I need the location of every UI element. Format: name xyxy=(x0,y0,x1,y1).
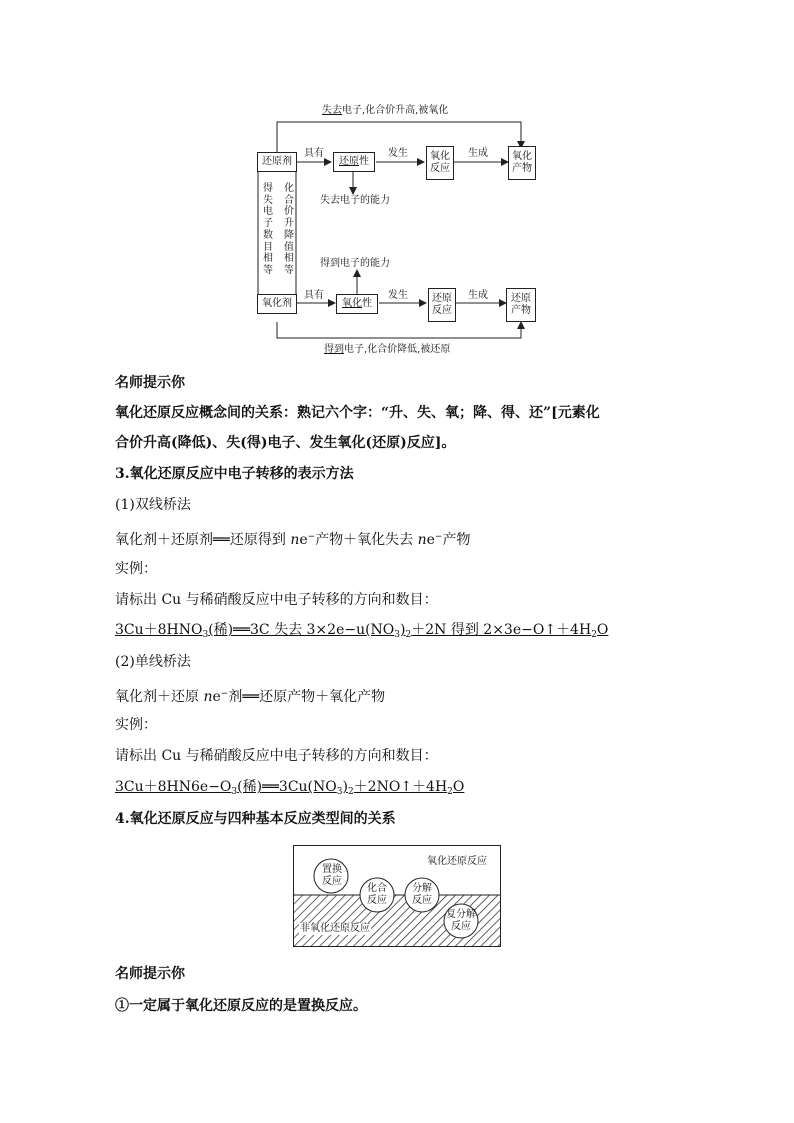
generate-label-2: 生成 xyxy=(468,290,488,301)
section-3-title: 3.氧化还原反应中电子转移的表示方法 xyxy=(115,466,354,482)
valence-equal-text: 化合价升降值相等 xyxy=(284,183,294,276)
tip-heading-1: 名师提示你 xyxy=(115,375,185,391)
top-loop-label: 失去电子,化合价升高,被氧化 xyxy=(322,105,449,116)
oxidation-product-box: 氧化 产物 xyxy=(508,146,536,180)
occur-label-2: 发生 xyxy=(388,290,408,301)
decomposition-reaction-label: 分解 反应 xyxy=(412,883,432,906)
tip-2-text-line-1: ①一定属于氧化还原反应的是置换反应。 xyxy=(115,998,367,1014)
electron-equal-text: 得失电子数目相等 xyxy=(263,183,273,276)
reducibility-box: 还原 性 xyxy=(333,152,375,172)
redox-region-label: 氧化还原反应 xyxy=(427,856,487,867)
reaction-types-diagram xyxy=(293,845,501,947)
displacement-reaction-label: 置换 反应 xyxy=(322,864,342,887)
question-2: 请标出 Cu 与稀硝酸反应中电子转移的方向和数目： xyxy=(115,748,438,764)
tip-text-line-1: 氧化还原反应概念间的关系：熟记六个字：“升、失、氧；降、得、还”[元素化 xyxy=(115,405,600,421)
double-bridge-formula: 氧化剂＋还原剂══还原得到 ne−产物＋氧化失去 ne−产物 xyxy=(115,532,471,548)
bottom-loop-label: 得到电子,化合价降低,被还原 xyxy=(324,344,451,355)
double-bridge-title: (1)双线桥法 xyxy=(115,497,191,513)
tip-heading-2: 名师提示你 xyxy=(115,966,185,982)
example-label-2: 实例： xyxy=(115,717,157,733)
combination-reaction-label: 化合 反应 xyxy=(367,883,387,906)
has-label-2: 具有 xyxy=(304,290,324,301)
reduction-product-box: 还原 产物 xyxy=(506,288,536,322)
generate-label-1: 生成 xyxy=(468,148,488,159)
lose-ability-label: 失去电子的能力 xyxy=(320,195,390,206)
redox-concept-diagram xyxy=(240,100,550,362)
single-bridge-title: (2)单线桥法 xyxy=(115,654,191,670)
reducer-box: 还原剂 xyxy=(257,152,297,172)
non-redox-region-label: 非氧化还原反应 xyxy=(300,923,370,934)
gain-ability-label: 得到电子的能力 xyxy=(320,258,390,269)
tip-text-line-2: 合价升高(降低)、失(得)电子、发生氧化(还原)反应]。 xyxy=(115,435,456,451)
double-decomposition-reaction-label: 复分解 反应 xyxy=(446,909,476,932)
example-label-1: 实例： xyxy=(115,561,157,577)
single-bridge-formula: 氧化剂＋还原 ne−剂══还原产物＋氧化产物 xyxy=(115,689,386,705)
occur-label-1: 发生 xyxy=(388,148,408,159)
has-label-1: 具有 xyxy=(304,148,324,159)
section-4-title: 4.氧化还原反应与四种基本反应类型间的关系 xyxy=(115,811,396,827)
oxidizer-box: 氧化剂 xyxy=(257,294,297,314)
question-1: 请标出 Cu 与稀硝酸反应中电子转移的方向和数目： xyxy=(115,592,438,608)
reduction-reaction-box: 还原 反应 xyxy=(428,288,456,322)
left-column-frame xyxy=(240,172,300,302)
equation-2: $3Cu+8HN6e-O_3$(稀)$══3Cu(NO_3)_2+2NO↑+4H_2O$ xyxy=(115,779,465,797)
equation-1: $3Cu+8HNO_3$(稀)══3C 失去 $3\times 2e-u(NO_3)_2+2N$ 得到 $2\times 3e-O↑+4H_2O$ xyxy=(115,622,609,640)
oxidation-reaction-box: 氧化 反应 xyxy=(426,146,454,180)
oxidizability-box: 氧化 性 xyxy=(336,294,378,314)
